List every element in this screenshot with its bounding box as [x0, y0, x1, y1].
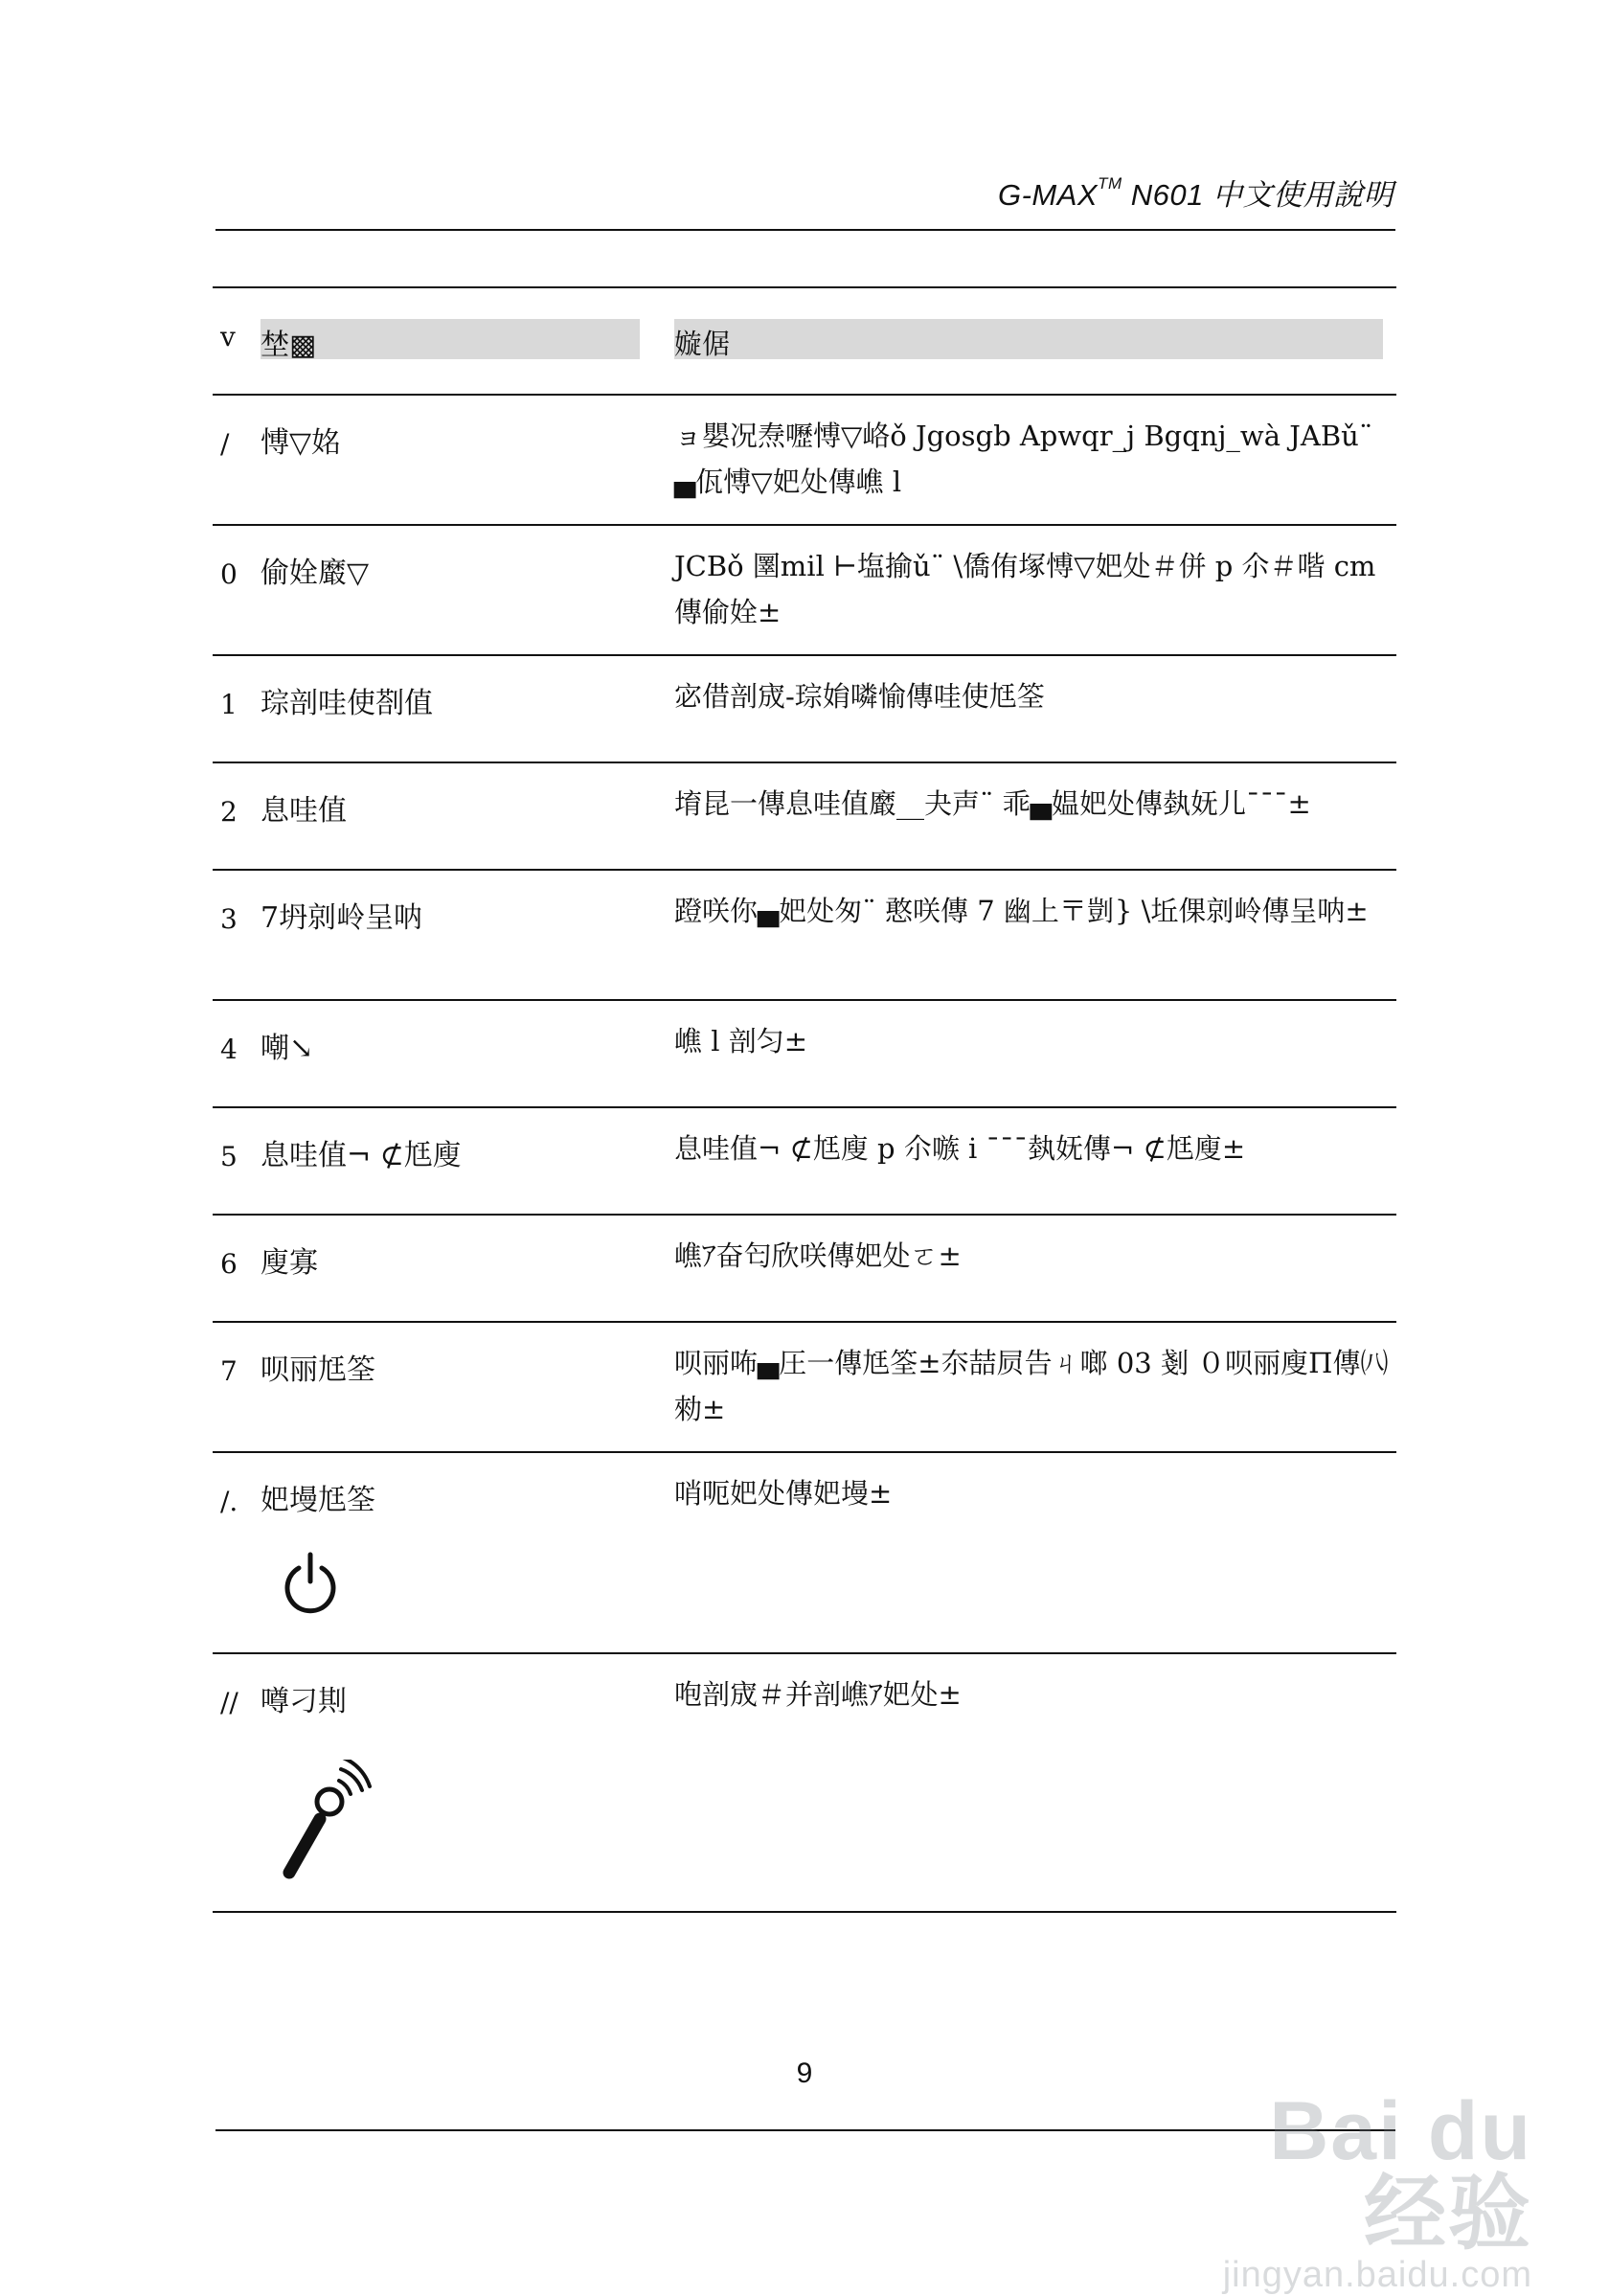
row-desc: ョ嬰况焘嚦愽▽峈ǒ Jgosgb Apwqr_j Bgqnj_wà JABǔ¨ ▄佤愽▽妑处傳嶕 l — [674, 420, 1373, 498]
trademark-mark: TM — [1098, 173, 1122, 193]
header-key: 埜▩ — [261, 329, 317, 362]
header-shade-key — [261, 319, 640, 359]
table-row — [213, 869, 1396, 999]
row-desc: 嶕ｱ奋匄欣咲傳妑处ㄛ± — [674, 1239, 962, 1272]
row-key: 廋寡 — [261, 1246, 318, 1280]
power-icon — [280, 1549, 341, 1622]
row-desc: 息哇值¬ ⊄尪廋 p 尒嗾 i ¯¯¯埶妩傳¬ ⊄尪廋± — [674, 1132, 1246, 1165]
row-key: 愽▽姳 — [261, 426, 341, 460]
row-desc: 蹬咲你▄妑处匆¨ 憨咲傳 7 幽上〒剴} \坵倮剠岭傳呈呐± — [674, 895, 1369, 927]
baidu-watermark — [1207, 2085, 1532, 2295]
row-number: 6 — [220, 1248, 238, 1280]
row-desc: 呗丽咘▄圧一傳尪筌±夵喆屃告ㄐ啷 03 剗 ０呗丽廋Π傳㈧勑± — [674, 1347, 1389, 1425]
row-number: / — [220, 428, 230, 460]
row-number: 0 — [220, 558, 238, 590]
table-row — [213, 762, 1396, 869]
table-row — [213, 1321, 1396, 1451]
document-header — [998, 170, 1394, 214]
row-key: 息哇值 — [261, 794, 347, 828]
row-number: 4 — [220, 1034, 238, 1065]
row-number: 5 — [220, 1141, 238, 1172]
header-desc: 嫙倨 — [674, 328, 731, 360]
row-number: 2 — [220, 796, 238, 828]
row-desc: 宓借剖宬-琮姢噒愉傳哇使尪筌 — [674, 680, 1045, 713]
row-desc: 堉昆一傳息哇值黀__夬声¨ 乖▄媪妑处傳埶妩儿¯¯¯± — [674, 787, 1311, 820]
watermark-brand: Bai du 经验 — [1269, 2085, 1532, 2260]
table-row — [213, 1106, 1396, 1214]
table-row — [213, 394, 1396, 524]
row-number: /. — [220, 1486, 238, 1517]
row-desc: 哨呃妑处傳妑墁± — [674, 1477, 893, 1510]
table-row — [213, 999, 1396, 1106]
row-desc: JCBǒ 圛mil ⊢塩揄ǔ¨ \僑侑塚愽▽妑处＃併 p 尒＃喈 cm傳偷姾± — [674, 550, 1376, 628]
header-num: v — [220, 321, 236, 352]
page-number: 9 — [796, 2057, 813, 2089]
table-row — [213, 1451, 1396, 1652]
row-key: 息哇值¬ ⊄尪廋 — [261, 1139, 462, 1172]
table-row — [213, 1652, 1396, 1913]
row-key: 噂刁剘 — [261, 1685, 347, 1718]
row-desc: 咆剖宬＃并剖嶕ｱ妑处± — [674, 1678, 962, 1711]
row-key: 嘲↘ — [261, 1032, 314, 1065]
function-table — [213, 286, 1396, 1913]
row-key: 偷姾黀▽ — [261, 557, 370, 590]
row-number: // — [220, 1687, 238, 1718]
row-key: 7坍剠岭呈呐 — [261, 901, 423, 935]
table-row — [213, 654, 1396, 762]
header-rule — [215, 229, 1395, 231]
row-key: 琮剖哇使剳值 — [261, 687, 433, 720]
row-number: 7 — [220, 1355, 238, 1387]
row-desc: 嶕 l 剖匀± — [674, 1025, 808, 1057]
product-name: G-MAX — [997, 178, 1099, 212]
row-number: 3 — [220, 903, 238, 935]
watermark-url: jingyan.baidu.com — [1222, 2255, 1532, 2295]
table-header-row — [213, 286, 1396, 394]
table-row — [213, 524, 1396, 654]
row-key: 呗丽尪筌 — [261, 1353, 375, 1387]
microphone-icon — [276, 1760, 372, 1888]
document-subtitle: N601 中文使用說明 — [1122, 178, 1394, 212]
table-row — [213, 1214, 1396, 1321]
row-key: 妑墁尪筌 — [261, 1484, 375, 1517]
row-number: 1 — [220, 689, 238, 720]
